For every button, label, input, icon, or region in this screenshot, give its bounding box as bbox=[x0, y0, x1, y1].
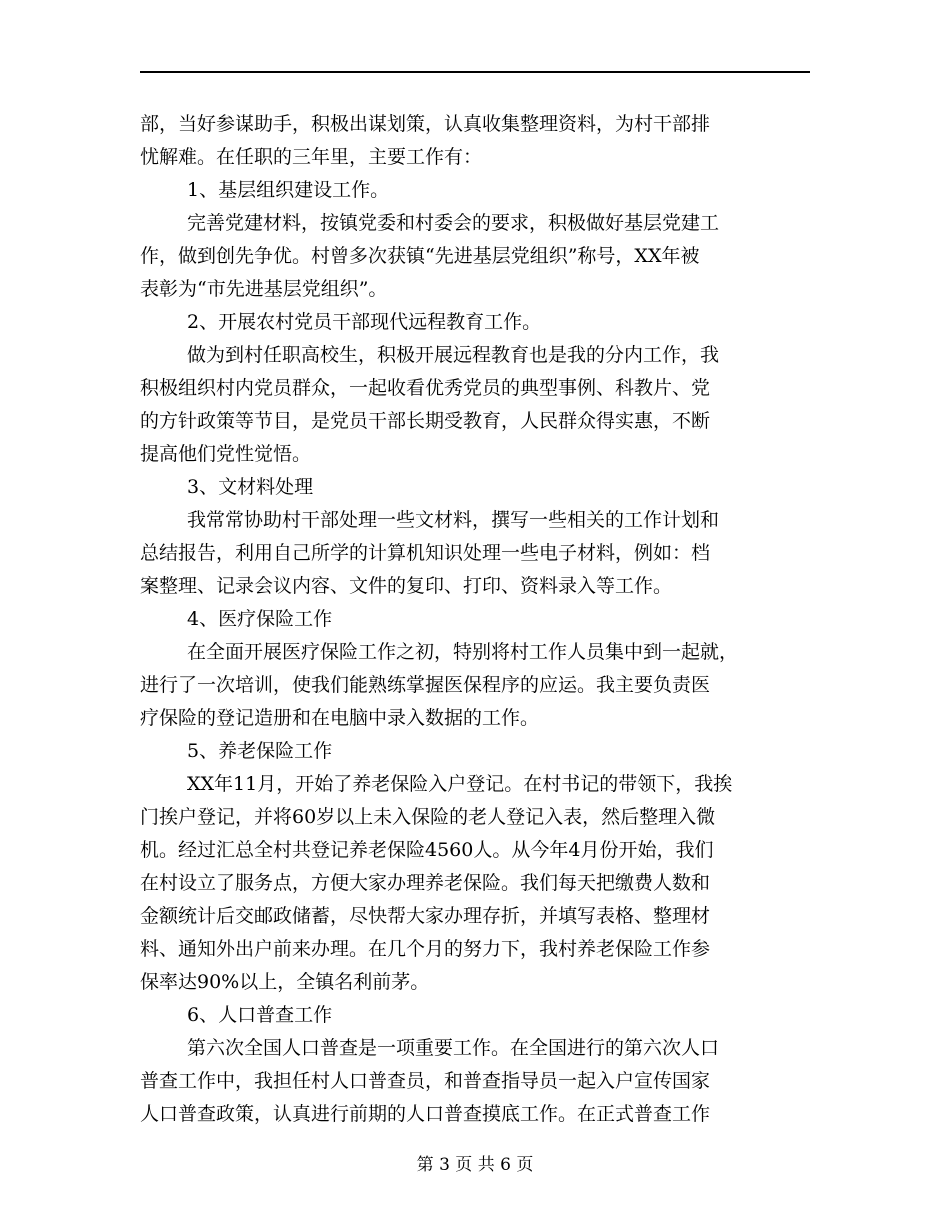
body-line: 在村设立了服务点，方便大家办理养老保险。我们每天把缴费人数和 bbox=[140, 872, 711, 894]
body-line: 表彰为“市先进基层党组织”。 bbox=[140, 278, 388, 300]
body-line: 第六次全国人口普查是一项重要工作。在全国进行的第六次人口 bbox=[187, 1037, 720, 1059]
section-heading: 4、医疗保险工作 bbox=[187, 608, 333, 630]
body-line: 料、通知外出户前来办理。在几个月的努力下，我村养老保险工作参 bbox=[140, 938, 711, 960]
body-line: 疗保险的登记造册和在电脑中录入数据的工作。 bbox=[140, 707, 540, 729]
body-line: 金额统计后交邮政储蓄，尽快帮大家办理存折，并填写表格、整理材 bbox=[140, 905, 711, 927]
body-line: 在全面开展医疗保险工作之初，特别将村工作人员集中到一起就， bbox=[187, 641, 739, 663]
body-line: 人口普查政策，认真进行前期的人口普查摸底工作。在正式普查工作 bbox=[140, 1103, 711, 1125]
body-line: 部，当好参谋助手，积极出谋划策，认真收集整理资料，为村干部排 bbox=[140, 113, 711, 135]
body-line: XX年11月，开始了养老保险入户登记。在村书记的带领下，我挨 bbox=[187, 773, 733, 795]
body-line: 的方针政策等节目，是党员干部长期受教育，人民群众得实惠，不断 bbox=[140, 410, 711, 432]
page-number-footer: 第 3 页 共 6 页 bbox=[416, 1155, 534, 1175]
body-line: 普查工作中，我担任村人口普查员，和普查指导员一起入户宣传国家 bbox=[140, 1070, 711, 1092]
section-heading: 5、养老保险工作 bbox=[187, 740, 333, 762]
section-heading: 3、文材料处理 bbox=[187, 476, 314, 498]
body-line: 提高他们党性觉悟。 bbox=[140, 443, 312, 465]
body-line: 做为到村任职高校生，积极开展远程教育也是我的分内工作，我 bbox=[187, 344, 720, 366]
section-heading: 6、人口普查工作 bbox=[187, 1004, 333, 1026]
body-line: 我常常协助村干部处理一些文材料，撰写一些相关的工作计划和 bbox=[187, 509, 720, 531]
body-line: 积极组织村内党员群众，一起收看优秀党员的典型事例、科教片、党 bbox=[140, 377, 711, 399]
body-line: 总结报告，利用自己所学的计算机知识处理一些电子材料，例如：档 bbox=[140, 542, 711, 564]
header-rule bbox=[140, 71, 810, 73]
body-line: 案整理、记录会议内容、文件的复印、打印、资料录入等工作。 bbox=[140, 575, 673, 597]
body-line: 作，做到创先争优。村曾多次获镇“先进基层党组织”称号，XX年被 bbox=[140, 245, 700, 267]
body-line: 机。经过汇总全村共登记养老保险4560人。从今年4月份开始，我们 bbox=[140, 839, 714, 861]
body-line: 进行了一次培训，使我们能熟练掌握医保程序的应运。我主要负责医 bbox=[140, 674, 711, 696]
body-line: 保率达90%以上，全镇名利前茅。 bbox=[140, 971, 430, 993]
section-heading: 2、开展农村党员干部现代远程教育工作。 bbox=[187, 311, 542, 333]
document-body bbox=[140, 108, 810, 1131]
body-line: 完善党建材料，按镇党委和村委会的要求，积极做好基层党建工 bbox=[187, 212, 720, 234]
body-line: 忧解难。在任职的三年里，主要工作有： bbox=[140, 146, 483, 168]
body-line: 门挨户登记，并将60岁以上未入保险的老人登记入表，然后整理入微 bbox=[140, 806, 716, 828]
section-heading: 1、基层组织建设工作。 bbox=[187, 179, 390, 201]
